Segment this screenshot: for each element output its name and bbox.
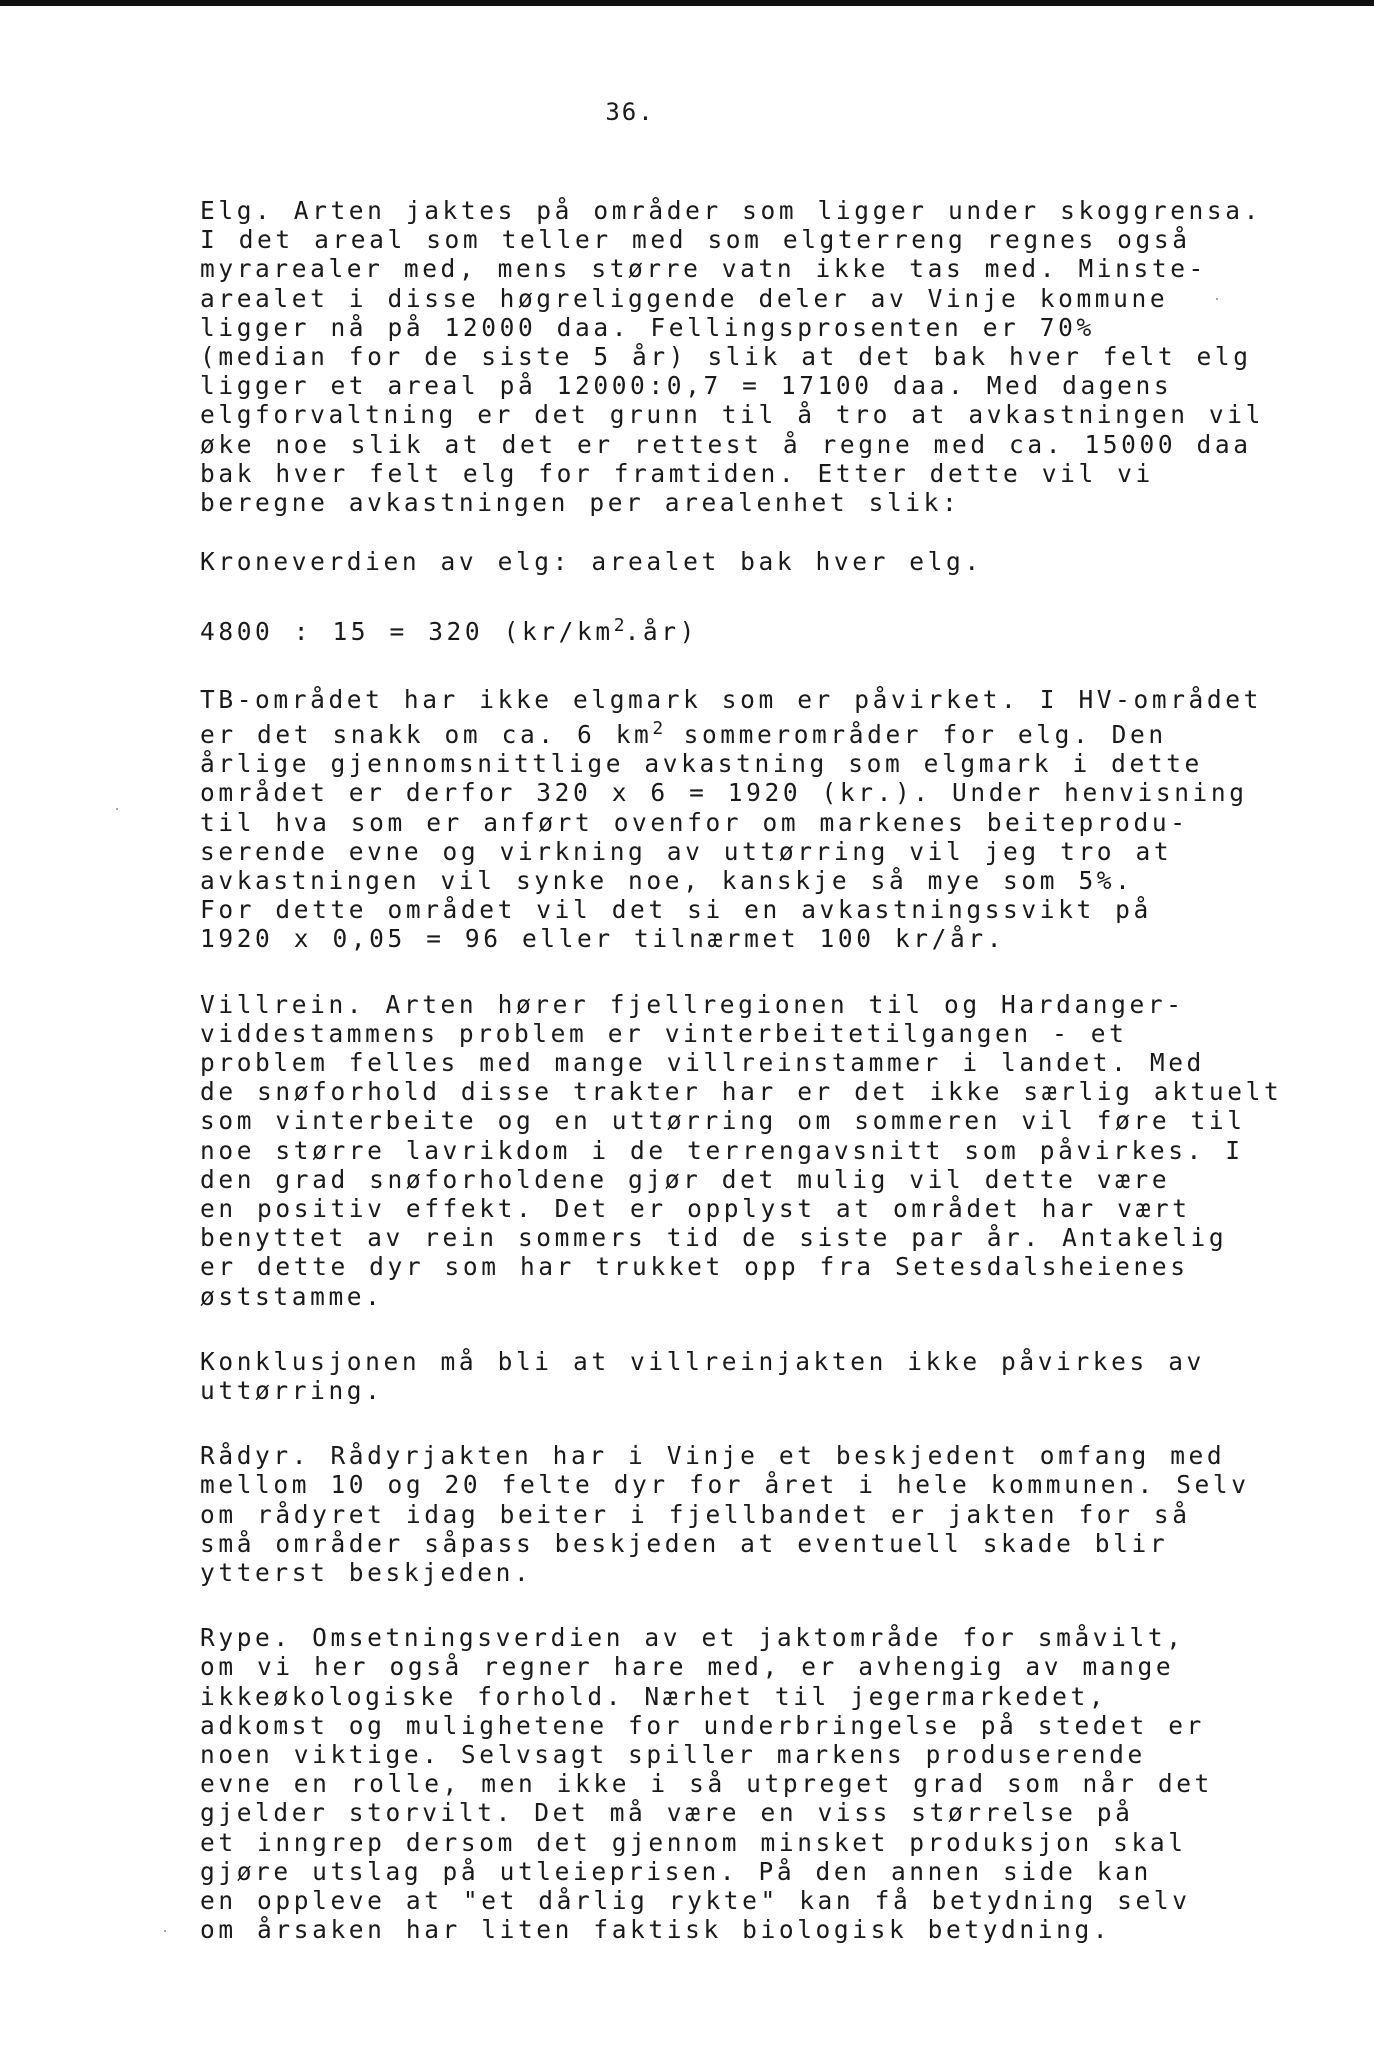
text-line: Rype. Omsetningsverdien av et jaktområde for småvilt, <box>200 1623 1185 1653</box>
text-line: Elg. Arten jaktes på områder som ligger under skoggrensa. <box>200 196 1262 225</box>
formula-prefix: 4800 : 15 = 320 (kr/km <box>200 617 614 647</box>
text-line: noen viktige. Selvsagt spiller markens produserende <box>200 1740 1146 1770</box>
text-line: beregne avkastningen per arealenhet slik: <box>200 488 961 518</box>
villrein-paragraph <box>200 989 1283 1311</box>
document-body <box>200 196 1283 1945</box>
text-line: Konklusjonen må bli at villreinjakten ikke påvirkes av <box>200 1346 1205 1376</box>
text-line: årlige gjennomsnittlige avkastning som elgmark i dette <box>200 749 1203 779</box>
text-line: 1920 x 0,05 = 96 eller tilnærmet 100 kr/år. <box>200 924 1006 954</box>
text-line: bak hver felt elg for framtiden. Etter dette vil vi <box>200 458 1154 488</box>
elg-paragraph <box>200 196 1264 518</box>
text-line: For dette området vil det si en avkastningssvikt på <box>200 895 1152 925</box>
text-line: myrarealer med, mens større vatn ikke tas med. Minste- <box>200 254 1207 284</box>
text-line: mellom 10 og 20 felte dyr for året i hele kommunen. Selv <box>200 1470 1250 1500</box>
text-line: avkastningen vil synke noe, kanskje så mye som 5%. <box>200 865 1134 895</box>
scan-speck <box>164 1930 166 1932</box>
text-line: til hva som er anført ovenfor om markenes beiteprodu- <box>200 807 1189 837</box>
formula-suffix: .år) <box>624 617 698 647</box>
text-line: en positiv effekt. Det er opplyst at området har vært <box>200 1194 1191 1223</box>
radyr-paragraph <box>200 1441 1250 1588</box>
text-line: noe større lavrikdom i de terrengavsnitt som påvirkes. I <box>200 1135 1244 1165</box>
text-line: en oppleve at "et dårlig rykte" kan få betydning selv <box>200 1886 1191 1916</box>
text-line: små områder såpass beskjeden at eventuell skade blir <box>200 1528 1169 1558</box>
text-line: benyttet av rein sommers tid de siste par år. Antakelig <box>200 1223 1228 1253</box>
text-line: (median for de siste 5 år) slik at det bak hver felt elg <box>200 342 1252 372</box>
text-line: ligger nå på 12000 daa. Fellingsprosenten er 70% <box>200 312 1095 342</box>
text-line: evne en rolle, men ikke i så utpreget grad som når det <box>200 1769 1213 1799</box>
text-line: øststamme. <box>200 1281 384 1311</box>
area-exponent: 2 <box>652 717 664 739</box>
text-line: I det areal som teller med som elgterreng regnes også <box>200 225 1191 255</box>
text-line: øke noe slik at det er rettest å regne med ca. 15000 daa <box>200 429 1252 459</box>
text-line: området er derfor 320 x 6 = 1920 (kr.). Under henvisning <box>200 778 1248 808</box>
tb-hv-paragraph <box>200 684 1262 954</box>
text-line: arealet i disse høgreliggende deler av Vinje kommune <box>200 283 1169 313</box>
text-line: ikkeøkologiske forhold. Nærhet til jegermarkedet, <box>200 1681 1108 1711</box>
rype-paragraph <box>200 1623 1220 1944</box>
text-line: ytterst beskjeden. <box>200 1558 533 1588</box>
text-line: Rådyr. Rådyrjakten har i Vinje et beskjedent omfang med <box>200 1441 1226 1471</box>
text-line: viddestammens problem er vinterbeitetilgangen - et <box>200 1018 1128 1048</box>
formula-exponent: 2 <box>613 615 625 637</box>
text-line: om rådyret idag beiter i fjellbandet er jakten for så <box>200 1499 1191 1529</box>
text-line: serende evne og virkning av uttørring vil jeg tro at <box>200 836 1173 866</box>
text-line <box>200 714 1220 749</box>
text-line: problem felles med mange villreinstammer i landet. Med <box>200 1047 1205 1077</box>
scan-top-edge <box>0 0 1374 6</box>
text-line: er dette dyr som har trukket opp fra Setesdalsheienes <box>200 1252 1189 1282</box>
text-line: uttørring. <box>200 1376 384 1406</box>
scan-speck <box>116 808 118 810</box>
text-line: som vinterbeite og en uttørring om sommeren vil føre til <box>200 1106 1246 1136</box>
kroneverdien-line <box>200 547 1220 576</box>
text-line: elgforvaltning er det grunn til å tro at avkastningen vil <box>200 400 1264 430</box>
text-line: om årsaken har liten faktisk biologisk betydning. <box>200 1915 1112 1945</box>
text-line: Kroneverdien av elg: arealet bak hver elg. <box>200 547 983 577</box>
line-prefix: er det snakk om ca. 6 km <box>200 719 653 749</box>
value-formula <box>200 610 1220 648</box>
text-line: de snøforhold disse trakter har er det ikke særlig aktuelt <box>200 1077 1283 1107</box>
page-number: 36. <box>605 98 655 126</box>
text-line: et inngrep dersom det gjennom minsket produksjon skal <box>200 1827 1187 1857</box>
scan-speck <box>1216 298 1218 300</box>
text-line: gjelder storvilt. Det må være en viss størrelse på <box>200 1798 1134 1828</box>
text-line: om vi her også regner hare med, er avhengig av mange <box>200 1652 1175 1682</box>
line-suffix: sommerområder for elg. Den <box>663 719 1167 749</box>
text-line: adkomst og mulighetene for underbringelse på stedet er <box>200 1710 1205 1740</box>
konklusjon-paragraph <box>200 1347 1220 1405</box>
text-line: Villrein. Arten hører fjellregionen til og Hardanger- <box>200 989 1185 1019</box>
text-line: ligger et areal på 12000:0,7 = 17100 daa. Med dagens <box>200 371 1173 401</box>
text-line: TB-området har ikke elgmark som er påvirket. I HV-området <box>200 684 1262 714</box>
text-line: gjøre utslag på utleieprisen. På den annen side kan <box>200 1856 1152 1886</box>
text-line: den grad snøforholdene gjør det mulig vil dette være <box>200 1164 1171 1194</box>
